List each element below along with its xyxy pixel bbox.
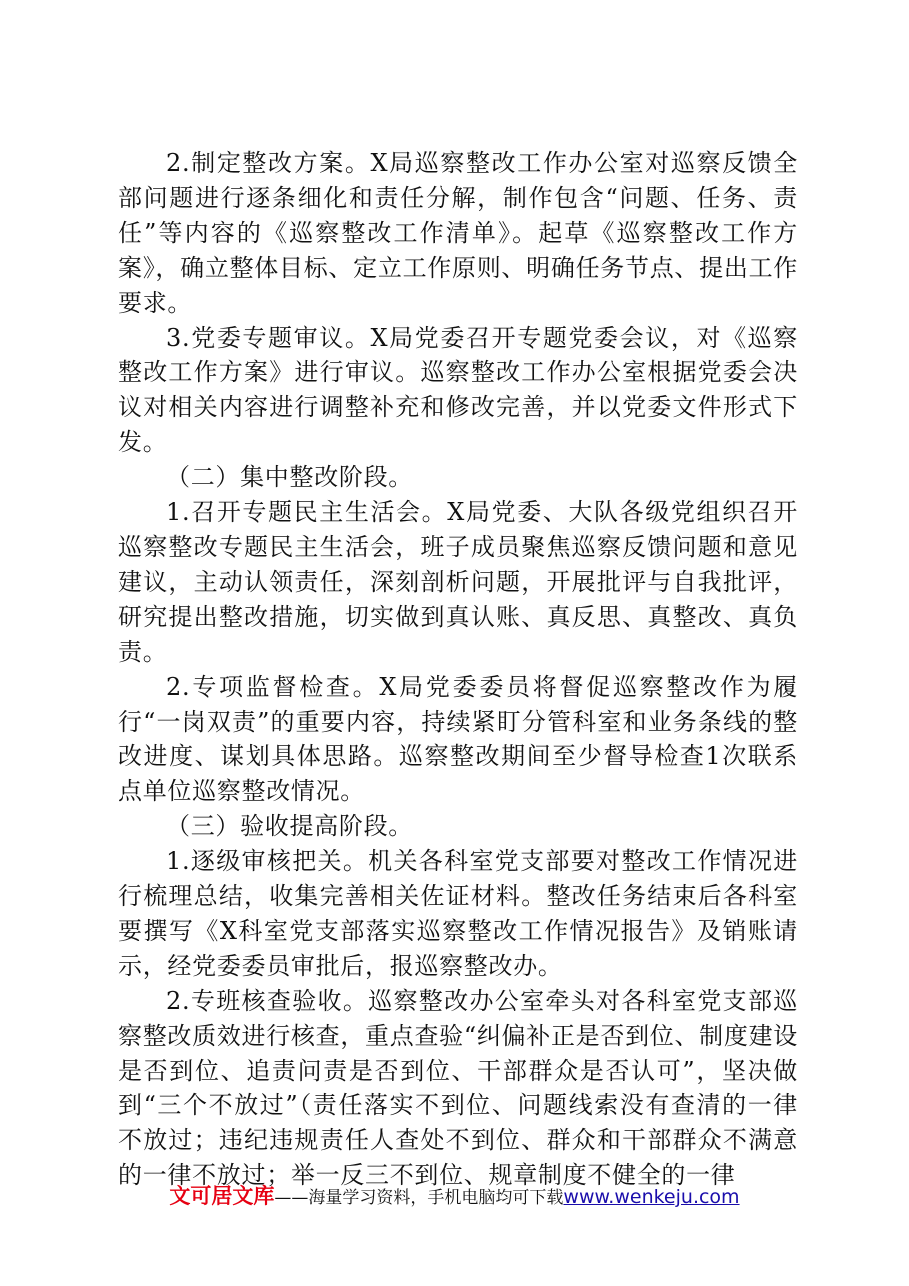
footer-banner (0, 1180, 909, 1210)
paragraph-party-committee-review: 3.党委专题审议。X局党委召开专题党委会议，对《巡察整改工作方案》进行审议。巡察整改工作办公室根据党委会决议对相关内容进行调整补充和修改完善，并以党委文件形式下发。 (118, 323, 798, 457)
paragraph-democratic-life-meeting: 1.召开专题民主生活会。X局党委、大队各级党组织召开巡察整改专题民主生活会，班子成员聚焦巡察反馈问题和意见建议，主动认领责任，深刻剖析问题，开展批评与自我批评，研究提出整改措施，切实做到真认账、真反思、真整改、真负责。 (118, 498, 798, 666)
section-heading-centralized-rectification: （二）集中整改阶段。 (166, 463, 413, 492)
section-heading-acceptance: （三）验收提高阶段。 (166, 812, 413, 841)
paragraph-special-supervision: 2.专项监督检查。X局党委委员将督促巡察整改作为履行“一岗双责”的重要内容，持续紧盯分管科室和业务条线的整改进度、谋划具体思路。巡察整改期间至少督导检查1次联系点单位巡察整改情况。 (118, 672, 798, 806)
footer-brand: 文可居文库 (169, 1184, 275, 1208)
paragraph-level-review: 1.逐级审核把关。机关各科室党支部要对整改工作情况进行梳理总结，收集完善相关佐证材料。整改任务结束后各科室要撰写《X科室党支部落实巡察整改工作情况报告》及销账请示，经党委委员审批后，报巡察整改办。 (118, 847, 798, 980)
footer-slogan: ——海量学习资料，手机电脑均可下载 (274, 1188, 564, 1208)
footer-url-link[interactable]: www.wenkeju.com (563, 1186, 740, 1208)
paragraph-formulate-plan: 2.制定整改方案。X局巡察整改工作办公室对巡察反馈全部问题进行逐条细化和责任分解，制作包含“问题、任务、责任”等内容的《巡察整改工作清单》。起草《巡察整改工作方案》，确立整体目标、定立工作原则、明确任务节点、提出工作要求。 (118, 149, 798, 317)
document-body (118, 146, 798, 1193)
paragraph-special-verification: 2.专班核查验收。巡察整改办公室牵头对各科室党支部巡察整改质效进行核查，重点查验“纠偏补正是否到位、制度建设是否到位、追责问责是否到位、干部群众是否认可”，坚决做到“三个不放过”（责任落实不到位、问题线索没有查清的一律不放过；违纪违规责任人查处不到位、群众和干部群众不满意的一律不放过；举一反三不到位、规章制度不健全的一律 (118, 986, 798, 1190)
